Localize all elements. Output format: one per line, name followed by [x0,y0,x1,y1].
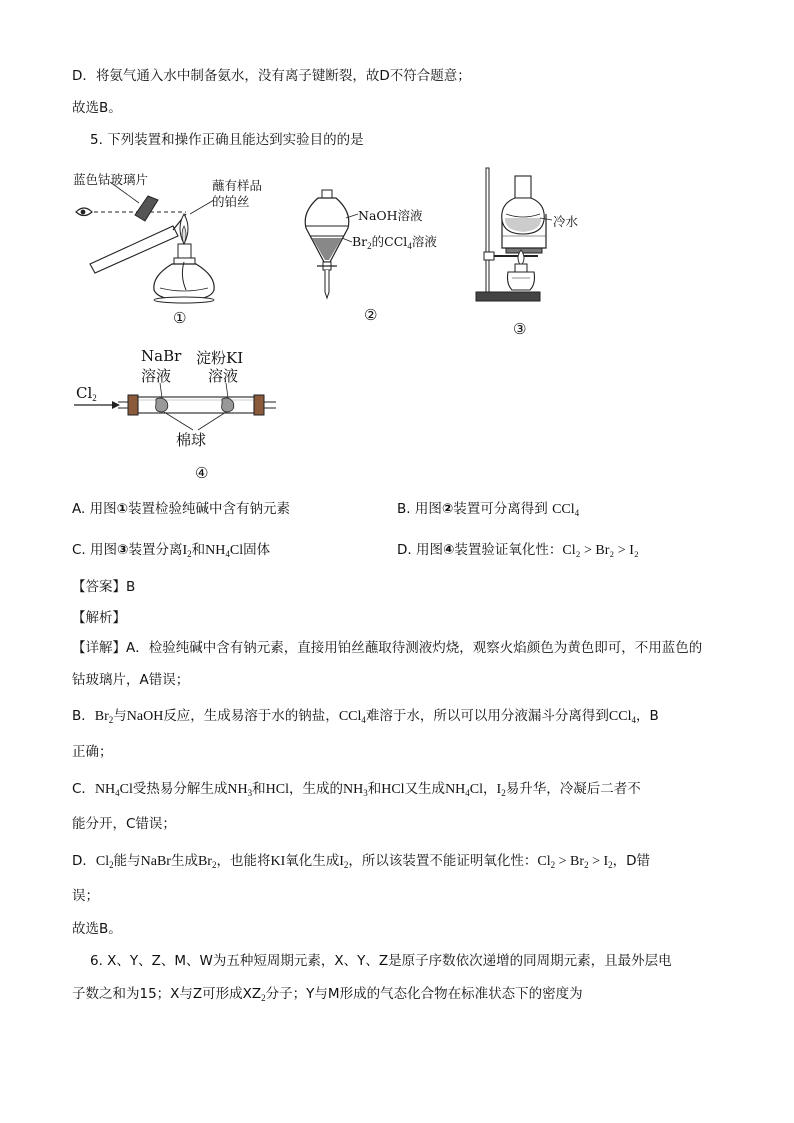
detail-d-line1: D．$Cl_2$能与NaBr生成$Br_2$，也能将KI氧化生成$I_2$，所以该装置不能证明氧化性：$Cl_2 > Br_2 > I_2$，D错 [72,853,651,870]
detail-d-text2: 氧化生成 [285,853,340,869]
detail-c-text3: 又生成 [404,781,446,797]
option-b[interactable]: B. 用图②装置可分离得到 CCl$_4$ [397,501,580,518]
detail-c-hcl1: HCl [265,782,289,797]
label-starch-ki-line2: 溶液 [208,367,239,385]
option-c[interactable]: C. 用图③装置分离$I_2$和$NH_4Cl$固体 [72,542,271,559]
detail-d-text3: ，所以该装置不能证明氧化性： [348,853,538,869]
answer-label: 【答案】 [72,579,126,595]
option-c-nh4: NH [205,543,226,558]
detail-b-text2: 难溶于水，所以可以用分液漏斗分离得到 [365,708,609,724]
detail-b-line1: B．$Br_2$与NaOH反应，生成易溶于水的钠盐，CCl$_4$难溶于水，所以可以用分液漏斗分离得到CCl$_4$，B [72,708,659,725]
detail-c-prefix: C． [72,781,95,797]
detail-d-br2: Br [197,854,212,869]
option-a[interactable] [72,499,290,519]
question-5-stem: 5. 下列装置和操作正确且能达到实验目的的是 [90,132,364,148]
label-cold-water: 冷水 [553,214,579,229]
detail-b-with: 与 [113,708,127,724]
detail-d-can: 能与 [113,853,141,869]
detail-d-nabr: NaBr [140,854,171,869]
label-cotton-balls: 棉球 [176,431,207,449]
detail-c-line1: C．$NH_4Cl$受热易分解生成$NH_3$和HCl，生成的$NH_3$和HCl又生成$NH_4Cl$，$I_2$易升华，冷凝后二者不 [72,781,641,798]
option-c-prefix: C. 用图 [72,542,118,558]
option-b-figure: ② [441,501,454,517]
analysis-label: 【解析】 [72,610,126,626]
option-d-chem: Cl₂ > Br₂ > I₂ [562,543,639,558]
option-c-figure: ③ [117,542,129,558]
detail-d-end: ，D错 [612,853,651,869]
label-br2-ccl4-part1: Br [352,234,368,249]
figure-2-number: ② [364,306,378,324]
detail-a-line2: 钴玻璃片，A错误； [72,672,190,688]
option-d-figure: ④ [442,542,455,558]
option-a-text: 装置检验纯碱中含有钠元素 [128,501,291,517]
detail-b-ccl4: CCl [338,709,362,724]
detail-d-prefix: D． [72,853,96,869]
label-starch-ki-line1: 淀粉KI [196,349,244,367]
figure-3-number: ③ [513,320,527,338]
detail-c-text4: 易升华，冷凝后二者不 [505,781,641,797]
detail-b-naoh: NaOH [126,709,164,724]
detail-c-cl-2: Cl [469,782,484,797]
detail-d-text1: ，也能将 [216,853,271,869]
detail-d-form: 生成 [170,853,198,869]
question-6-line1: 6. X、Y、Z、M、W为五种短周期元素，X、Y、Z是原子序数依次递增的同周期元素，且最外层电 [90,953,672,969]
label-cl2-text: Cl [76,384,93,402]
detail-c-text1: 受热易分解生成 [132,781,228,797]
detail-c-cl: Cl [119,782,133,797]
label-br2-ccl4: $Br_2$的CCl$_4$溶液 [352,234,437,251]
option-d-prefix: D. 用图 [397,542,443,558]
label-wire-line1: 蘸有样品 [212,178,263,193]
option-c-cl: Cl [229,543,244,558]
option-b-text: 装置可分离得到 [453,501,548,517]
prev-option-d: D．将氨气通入水中制备氨水，没有离子键断裂，故D不符合题意； [72,68,471,84]
detail-c-i2: I [496,782,502,797]
option-b-prefix: B. 用图 [397,501,442,517]
option-a-figure: ① [116,501,129,517]
label-br2-ccl4-part3: 溶液 [411,234,437,249]
figure-1-number: ① [173,309,187,327]
prev-conclusion: 故选B。 [72,100,122,116]
detail-c-text2: ，生成的 [288,781,343,797]
label-nabr-line1: NaBr [141,347,182,365]
detail-d-cl2: Cl [95,854,110,869]
detail-b-br2: Br [94,709,109,724]
detail-c-and2: 和 [367,781,382,797]
detail-c-nh4cl-2: NH [445,782,466,797]
detail-d-line2: 误； [72,888,99,904]
answer-value: B [126,579,136,595]
option-c-text1: 装置分离 [128,542,183,558]
option-d[interactable] [397,540,639,561]
label-cl2: $Cl_2$ [76,384,97,403]
detail-b-prefix: B． [72,708,95,724]
detail-c-line2: 能分开，C错误； [72,816,176,832]
detail-c-nh3-2: NH [342,782,364,797]
detail-b-text1: 反应，生成易溶于水的钠盐， [163,708,339,724]
detail-b-line2: 正确； [72,744,113,760]
question-6-line2-part2: 分子；Y与M形成的气态化合物在标准状态下的密度为 [265,986,583,1002]
option-b-chem: CCl [552,502,575,517]
figure-4-number: ④ [195,464,209,482]
detail-d-ki: KI [270,854,286,869]
detail-b-ccl4-2: CCl [608,709,632,724]
detail-b-end: ，B [635,708,659,724]
label-br2-ccl4-part2: 的CCl [371,234,408,249]
detail-c-comma: ， [483,781,497,797]
detail-c-hcl2: HCl [381,782,405,797]
option-d-text: 装置验证氧化性： [454,542,563,558]
question-6-line2-part1: 子数之和为15；X与Z可形成XZ [72,986,262,1002]
detail-c-nh3: NH [227,782,248,797]
label-wire-line2: 的铂丝 [212,194,250,209]
option-a-prefix: A. 用图 [72,501,117,517]
detail-a-line1: 【详解】A．检验纯碱中含有钠元素，直接用铂丝蘸取待测液灼烧，观察火焰颜色为黄色即可，不用蓝色的 [72,640,703,656]
label-nabr-line2: 溶液 [141,367,172,385]
conclusion: 故选B。 [72,921,122,937]
question-6-line2: 子数之和为15；X与Z可形成$XZ_2$分子；Y与M形成的气态化合物在标准状态下的密度为 [72,986,583,1003]
detail-c-and1: 和 [252,781,266,797]
option-c-text2: 固体 [243,542,271,558]
label-naoh-solution: NaOH溶液 [358,208,423,223]
label-cobalt-glass: 蓝色钴玻璃片 [73,172,149,187]
detail-c-nh4cl: NH [94,782,116,797]
detail-d-chem: $Cl_2 > Br_2 > I_2$ [537,854,613,870]
answer-line [72,577,135,597]
option-c-i2: I [182,543,188,558]
option-c-and: 和 [191,542,206,558]
detail-d-i2: I [339,854,344,869]
